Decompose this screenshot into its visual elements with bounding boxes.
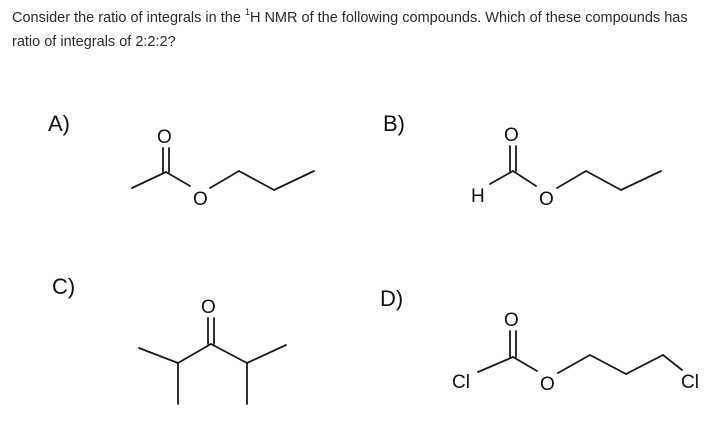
structure-b-carbonyl-oxygen: O: [504, 125, 519, 146]
structure-b-bond-2: [513, 171, 536, 186]
structure-a-bond-2: [166, 172, 190, 186]
structure-c: [139, 318, 286, 404]
structure-b: [490, 146, 661, 190]
structure-d-bond-6: [663, 355, 682, 370]
structure-d-chlorine-left: Cl: [452, 372, 470, 393]
structure-d-ester-oxygen: O: [540, 374, 555, 395]
option-c-label: C): [52, 274, 76, 299]
option-d-label: D): [380, 286, 404, 311]
structure-c-carbonyl-oxygen: O: [201, 297, 216, 318]
structure-b-bond-5: [621, 171, 661, 190]
structure-b-bond-3: [557, 171, 586, 188]
structure-b-bond-4: [586, 171, 621, 190]
structure-b-bond-1: [490, 171, 513, 184]
structure-b-ester-oxygen: O: [539, 189, 554, 210]
structure-a: [132, 148, 314, 190]
structure-c-bond-3: [178, 344, 211, 363]
structure-d-bond-4: [590, 355, 626, 374]
structure-d-chlorine-right: Cl: [681, 372, 699, 393]
structure-d-bond-2: [513, 357, 537, 371]
option-b-label: B): [383, 111, 405, 136]
structure-d-bond-5: [626, 355, 663, 374]
structure-c-bond-6: [247, 345, 286, 363]
structure-a-ester-oxygen: O: [193, 189, 208, 210]
structure-c-bond-4: [211, 344, 247, 363]
structure-a-bond-3: [210, 171, 239, 188]
structure-d: [478, 331, 682, 374]
structure-a-bond-5: [274, 171, 314, 190]
structure-a-bond-4: [239, 171, 274, 190]
structure-b-hydrogen: H: [471, 186, 485, 207]
structure-a-carbonyl-oxygen: O: [157, 127, 172, 148]
question-text-end: H NMR of the following compounds. Which of these compounds has ratio of integrals of 2:2:2?: [12, 10, 688, 50]
structure-d-carbonyl-oxygen: O: [504, 310, 519, 331]
structure-a-bond-1: [132, 172, 166, 188]
structure-c-bond-1: [139, 348, 178, 363]
superscript-1: 1: [244, 7, 250, 18]
question-text-start: Consider the ratio of integrals in the: [12, 10, 245, 26]
structure-d-bond-3: [558, 355, 590, 373]
option-a-label: A): [48, 111, 70, 136]
structure-d-bond-1: [478, 357, 513, 372]
